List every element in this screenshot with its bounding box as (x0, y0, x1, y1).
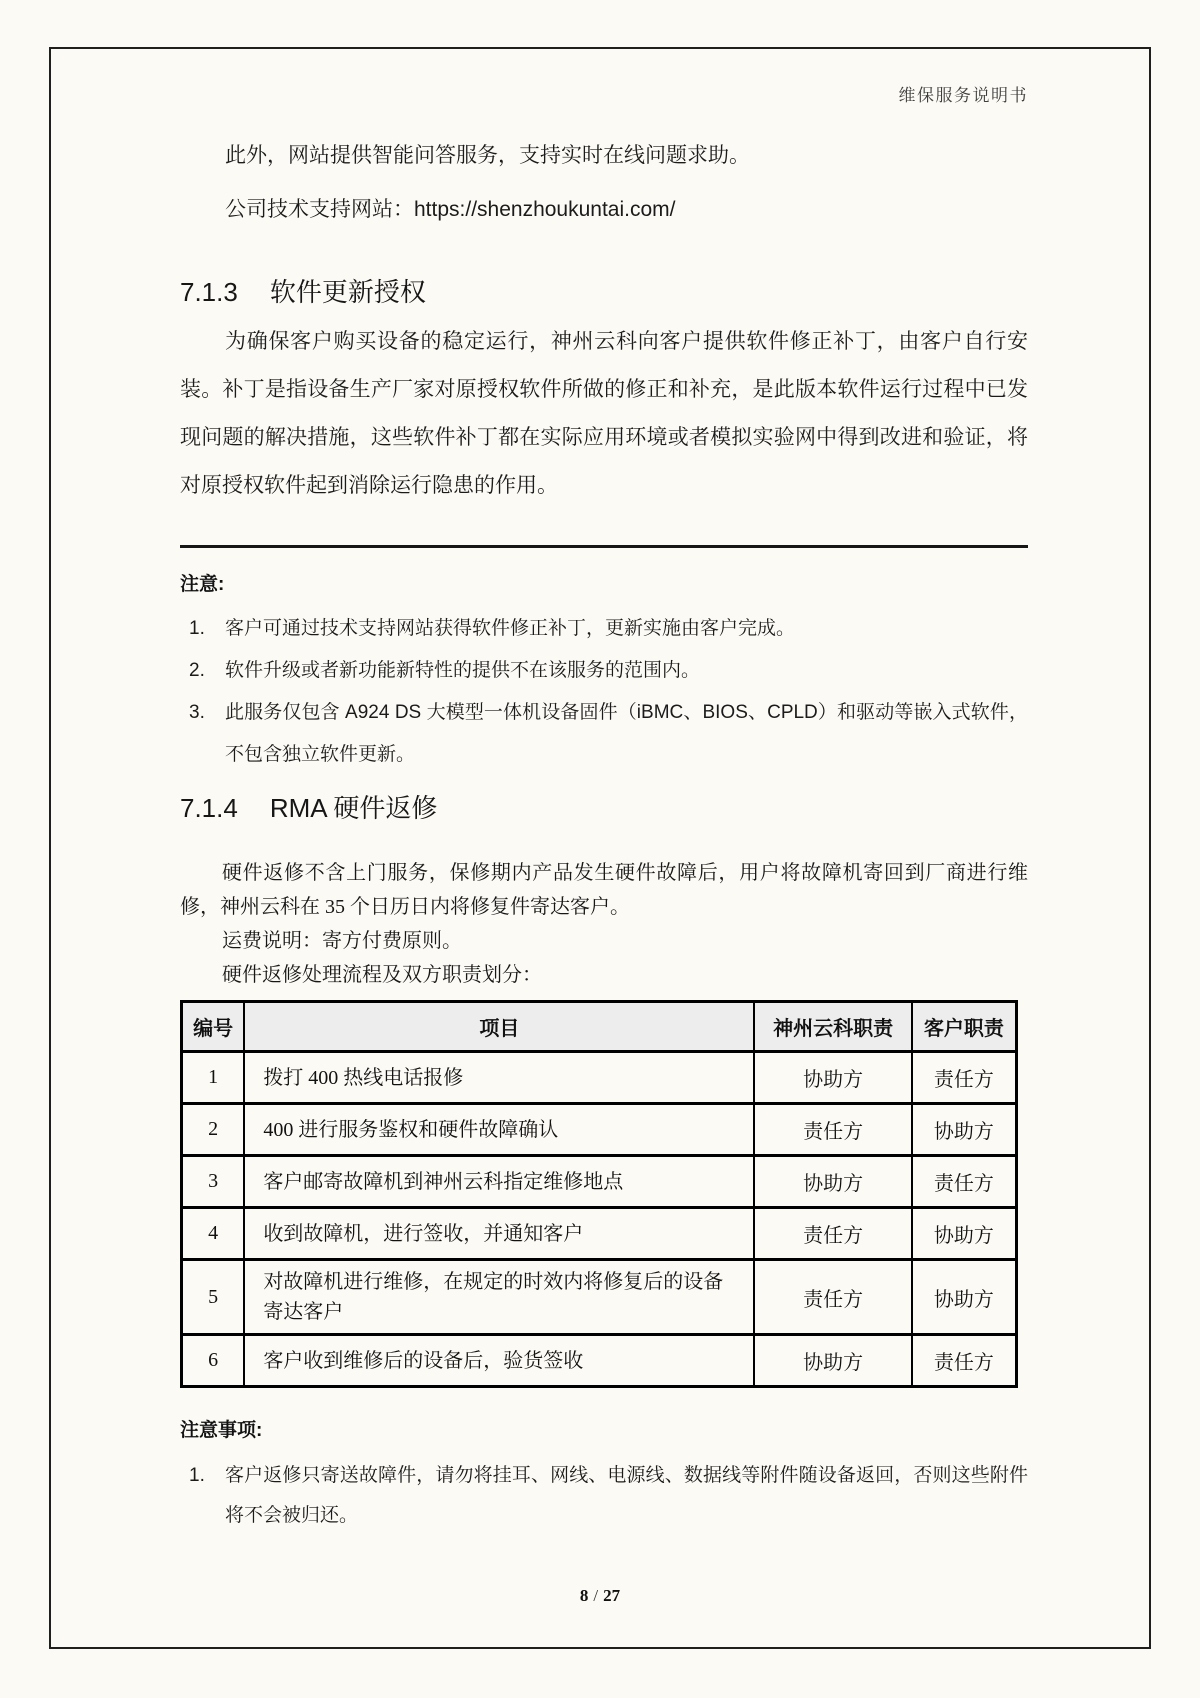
rma-process-table (180, 1000, 1018, 1388)
customer-duty-cell: 协助方 (912, 1104, 1017, 1156)
rma-intro-paragraph: 硬件返修不含上门服务，保修期内产品发生硬件故障后，用户将故障机寄回到厂商进行维修，神州云科在 35 个日历日内将修复件寄达客户。 (180, 862, 1028, 918)
notes-label: 注意事项: (180, 1420, 263, 1441)
table-row (182, 1335, 1017, 1387)
item-cell: 拨打 400 热线电话报修 (244, 1052, 754, 1104)
vendor-duty-cell: 协助方 (754, 1156, 911, 1208)
footer-page-current: 8 (579, 1586, 589, 1605)
notice-item (180, 650, 1028, 692)
item-cell: 400 进行服务鉴权和硬件故障确认 (244, 1104, 754, 1156)
notice-item-text: 客户可通过技术支持网站获得软件修正补丁，更新实施由客户完成。 (225, 618, 796, 639)
notice-label: 注意: (180, 574, 225, 595)
notice-item-text: 客户返修只寄送故障件，请勿将挂耳、网线、电源线、数据线等附件随设备返回，否则这些附件将不会被归还。 (225, 1465, 1028, 1526)
process-intro-paragraph: 硬件返修处理流程及双方职责划分： (222, 964, 542, 986)
final-note-list (180, 1456, 1028, 1536)
vendor-duty-cell: 协助方 (754, 1052, 911, 1104)
notice-item (180, 692, 1028, 776)
shipping-note-paragraph: 运费说明：寄方付费原则。 (222, 930, 462, 952)
page-number (49, 1586, 1151, 1606)
section-7-1-3-body: 为确保客户购买设备的稳定运行，神州云科向客户提供软件修正补丁，由客户自行安装。补丁是指设备生产厂家对原授权软件所做的修正和补充，是此版本软件运行过程中已发现问题的解决措施，这些软件补丁都在实际应用环境或者模拟实验网中得到改进和验证，将对原授权软件起到消除运行隐患的作用。 (180, 330, 1028, 497)
section-number: 7.1.3 (180, 277, 238, 307)
customer-duty-cell: 责任方 (912, 1156, 1017, 1208)
return-note-item (180, 1456, 1028, 1536)
notice-list (180, 608, 1028, 776)
item-cell: 客户邮寄故障机到神州云科指定维修地点 (244, 1156, 754, 1208)
notice-item-number: 1. (189, 618, 205, 639)
section-title: RMA 硬件返修 (269, 793, 438, 823)
table-row (182, 1104, 1017, 1156)
header-cell-number: 编号 (182, 1002, 245, 1052)
item-cell: 客户收到维修后的设备后，验货签收 (244, 1335, 754, 1387)
section-number: 7.1.4 (180, 793, 238, 823)
customer-duty-cell: 责任方 (912, 1335, 1017, 1387)
customer-duty-cell: 协助方 (912, 1260, 1017, 1335)
vendor-duty-cell: 责任方 (754, 1104, 911, 1156)
vendor-duty-cell: 协助方 (754, 1335, 911, 1387)
footer-page-total: 27 (603, 1586, 621, 1605)
section-title: 软件更新授权 (269, 277, 426, 307)
row-number-cell: 4 (182, 1208, 245, 1260)
row-number-cell: 2 (182, 1104, 245, 1156)
item-cell: 对故障机进行维修，在规定的时效内将修复后的设备寄达客户 (244, 1260, 754, 1335)
header-cell-vendor-duty: 神州云科职责 (754, 1002, 911, 1052)
notice-item-number: 3. (189, 702, 205, 723)
table-row (182, 1208, 1017, 1260)
customer-duty-cell: 责任方 (912, 1052, 1017, 1104)
header-cell-item: 项目 (244, 1002, 754, 1052)
vendor-duty-cell: 责任方 (754, 1208, 911, 1260)
header-cell-customer-duty: 客户职责 (912, 1002, 1017, 1052)
item-cell: 收到故障机，进行签收，并通知客户 (244, 1208, 754, 1260)
support-site-paragraph: 公司技术支持网站：https://shenzhoukuntai.com/ (225, 198, 676, 221)
running-header: 维保服务说明书 (898, 86, 1028, 105)
section-7-1-3-heading (180, 276, 1028, 308)
page-content (180, 49, 1028, 1536)
section-7-1-4-heading (180, 792, 1028, 824)
customer-duty-cell: 协助方 (912, 1208, 1017, 1260)
table-header-row (182, 1002, 1017, 1052)
notice-item-number: 2. (189, 660, 205, 681)
row-number-cell: 6 (182, 1335, 245, 1387)
notice-item (180, 608, 1028, 650)
notice-item-text: 软件升级或者新功能新特性的提供不在该服务的范围内。 (225, 660, 701, 681)
row-number-cell: 3 (182, 1156, 245, 1208)
row-number-cell: 1 (182, 1052, 245, 1104)
notice-divider (180, 545, 1028, 548)
intro-paragraph-1: 此外，网站提供智能问答服务，支持实时在线问题求助。 (225, 144, 750, 167)
table-row (182, 1260, 1017, 1335)
notice-item-number: 1. (189, 1465, 205, 1486)
notice-item-text: 此服务仅包含 A924 DS 大模型一体机设备固件（iBMC、BIOS、CPLD）和驱动等嵌入式软件，不包含独立软件更新。 (225, 702, 1028, 765)
footer-page-separator: / (593, 1586, 599, 1605)
table-row (182, 1052, 1017, 1104)
row-number-cell: 5 (182, 1260, 245, 1335)
table-row (182, 1156, 1017, 1208)
vendor-duty-cell: 责任方 (754, 1260, 911, 1335)
page-frame (49, 47, 1151, 1649)
